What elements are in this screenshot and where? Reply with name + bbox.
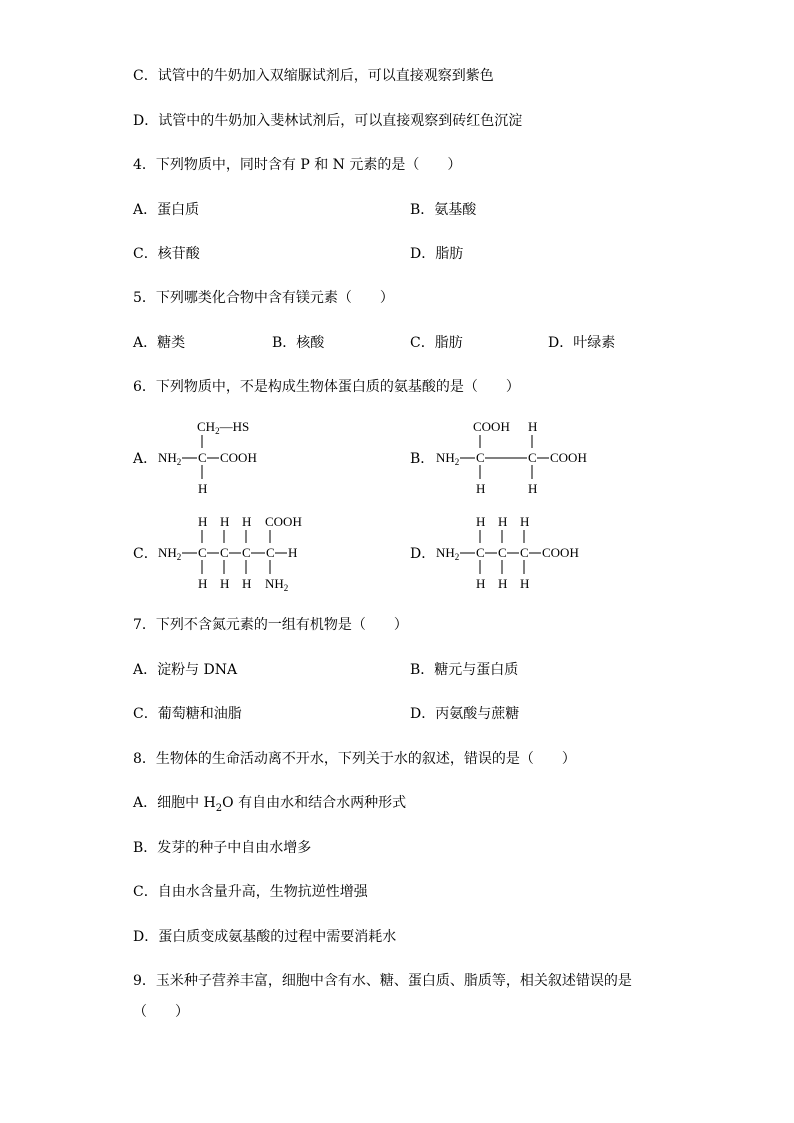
svg-text:CH2—HS: $CH_2—HS$ [197,419,250,436]
svg-text:COOH: COOH [220,450,257,465]
svg-text:C: C [476,545,485,560]
svg-text:C: C [266,545,275,560]
q5-option-c: C．脂肪 [410,335,463,351]
svg-text:H: H [288,545,298,560]
svg-text:NH2: $NH_2$ [158,545,182,562]
svg-text:C: C [528,450,537,465]
svg-text:C: C [520,545,529,560]
q8-stem: 8．生物体的生命活动离不开水，下列关于水的叙述，错误的是（ ） [133,751,576,767]
q6-option-c-label: C． [133,546,158,562]
svg-text:COOH: COOH [542,545,579,560]
svg-text:H: H [220,514,230,529]
q8-option-c: C．自由水含量升高，生物抗逆性增强 [133,884,368,900]
q7-option-d: D．丙氨酸与蔗糖 [410,706,520,722]
q4-stem: 4．下列物质中，同时含有 P 和 N 元素的是（ ） [133,157,462,173]
q8-option-d: D．蛋白质变成氨基酸的过程中需要消耗水 [133,929,397,945]
q9-stem-blank: （ ） [133,1004,189,1020]
svg-text:H: H [198,576,208,591]
svg-text:H: H [198,514,208,529]
svg-text:H: H [476,514,486,529]
q5-stem: 5．下列哪类化合物中含有镁元素（ ） [133,290,394,306]
svg-text:H: H [476,481,486,496]
svg-text:NH2: $NH_2$ [265,576,289,593]
svg-text:NH2: $NH_2$ [158,450,182,467]
svg-text:H: H [498,576,508,591]
q6-structure-a [155,415,285,509]
q3-option-d: D．试管中的牛奶加入斐林试剂后，可以直接观察到砖红色沉淀 [133,113,523,129]
svg-text:C: C [242,545,251,560]
q6-option-a-label: A． [133,451,158,467]
q5-option-b: B．核酸 [272,335,325,351]
svg-text:H: H [520,576,530,591]
q6-option-d-label: D． [410,546,436,562]
q6-structure-c [155,510,315,604]
svg-text:C: C [198,545,207,560]
q7-option-b: B．糖元与蛋白质 [410,662,519,678]
q6-structure-b [433,415,603,509]
svg-text:H: H [520,514,530,529]
svg-text:NH2: $NH_2$ [436,545,460,562]
q7-stem: 7．下列不含氮元素的一组有机物是（ ） [133,617,408,633]
svg-text:H: H [220,576,230,591]
q4-option-d: D．脂肪 [410,246,464,262]
svg-text:C: C [220,545,229,560]
svg-text:COOH: COOH [265,514,302,529]
svg-text:H: H [242,576,252,591]
q6-stem: 6．下列物质中，不是构成生物体蛋白质的氨基酸的是（ ） [133,379,520,395]
q6-structure-d [433,510,603,604]
svg-text:H: H [498,514,508,529]
svg-text:H: H [198,481,208,496]
q4-option-a: A．蛋白质 [133,202,200,218]
q9-stem: 9．玉米种子营养丰富，细胞中含有水、糖、蛋白质、脂质等，相关叙述错误的是 [133,973,632,989]
svg-text:C: C [476,450,485,465]
svg-text:H: H [242,514,252,529]
svg-text:NH2: $NH_2$ [436,450,460,467]
q7-option-c: C．葡萄糖和油脂 [133,706,242,722]
q5-option-a: A．糖类 [133,335,186,351]
q8-option-a: A．细胞中 $H_2O$ 有自由水和结合水两种形式 [133,795,407,814]
q6-option-b-label: B． [410,451,435,467]
q7-option-a: A．淀粉与 DNA [133,662,238,678]
svg-text:H: H [476,576,486,591]
svg-text:H: H [528,481,538,496]
svg-text:COOH: COOH [473,419,510,434]
svg-text:COOH: COOH [550,450,587,465]
q5-option-d: D．叶绿素 [548,335,616,351]
svg-text:C: C [198,450,207,465]
q3-option-c: C．试管中的牛奶加入双缩脲试剂后，可以直接观察到紫色 [133,68,494,84]
q8-option-b: B．发芽的种子中自由水增多 [133,840,312,856]
q4-option-b: B．氨基酸 [410,202,477,218]
svg-text:H: H [528,419,538,434]
svg-text:C: C [498,545,507,560]
q4-option-c: C．核苷酸 [133,246,200,262]
